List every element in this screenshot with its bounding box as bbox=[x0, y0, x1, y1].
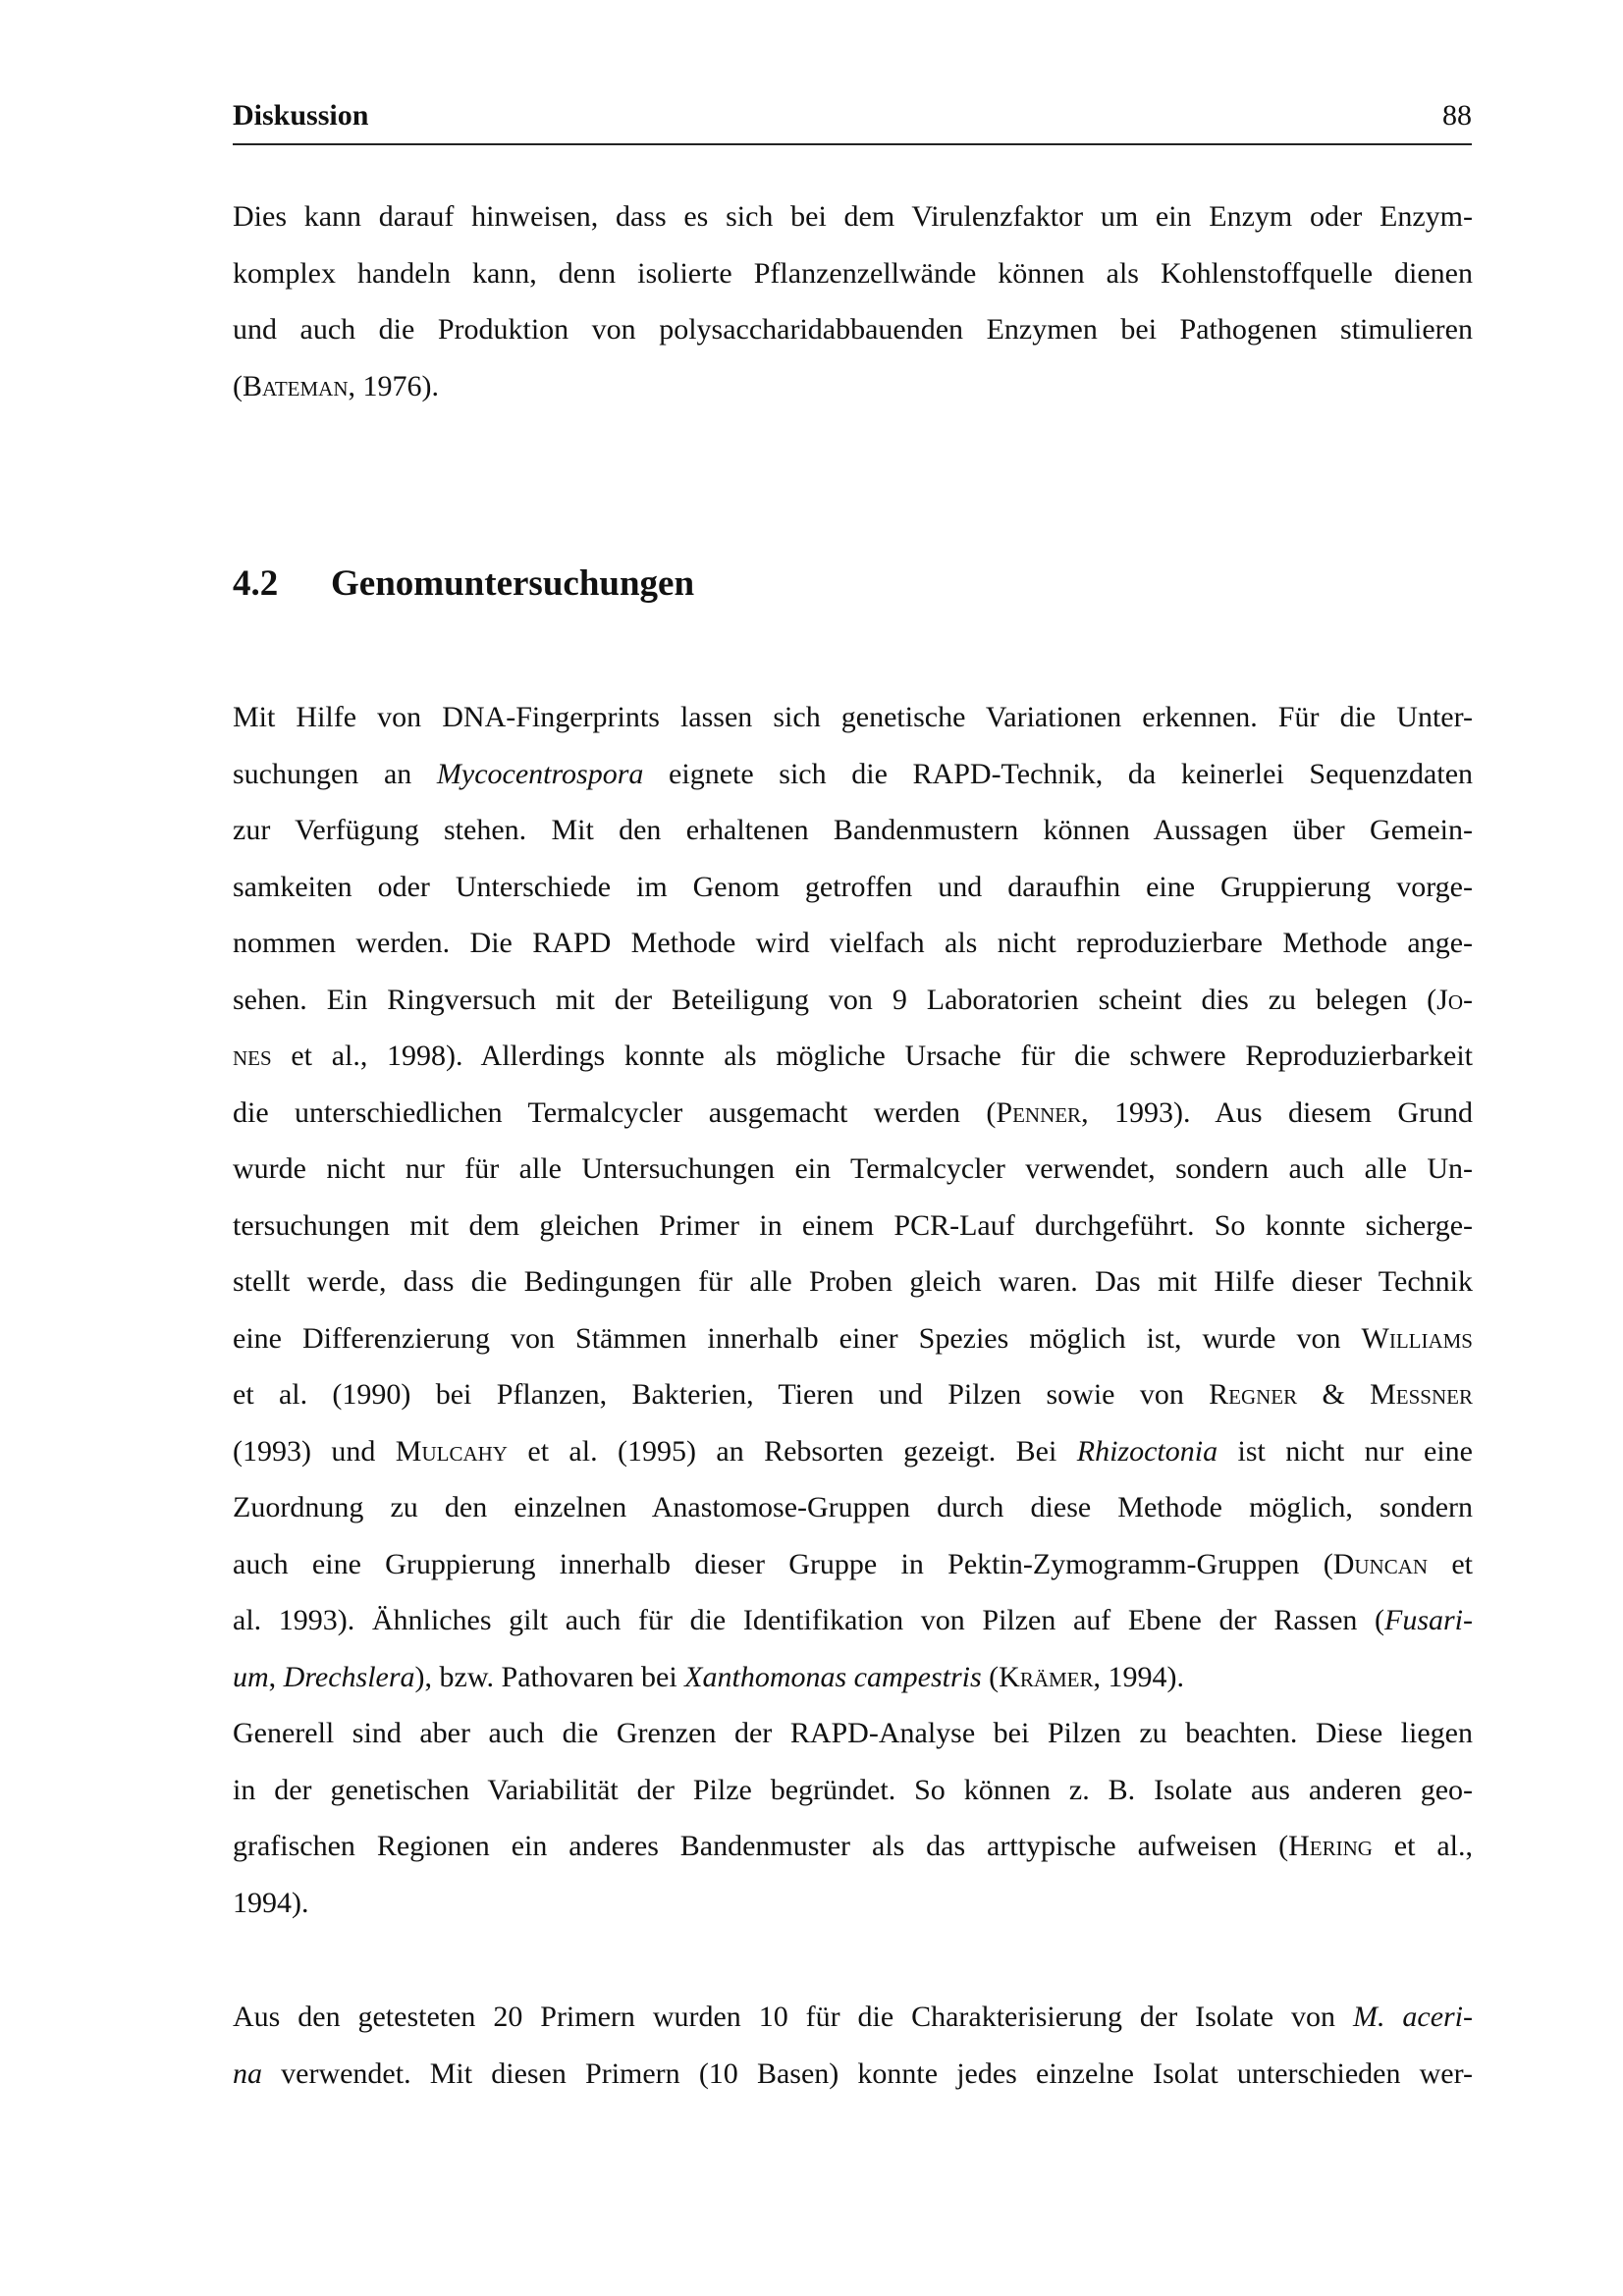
citation-author: Bateman bbox=[243, 369, 349, 402]
section-title: Genomuntersuchungen bbox=[331, 563, 695, 604]
text-line: um, Drechslera), bzw. Pathovaren bei Xanthomonas campestris (Krämer, 1994). bbox=[233, 1660, 1185, 1693]
text-line: eine Differenzierung von Stämmen innerhalb einer Spezies möglich ist, wurde von Williams bbox=[233, 1321, 1473, 1355]
species-name: Xanthomonas campestris bbox=[684, 1660, 982, 1693]
species-name: Mycocentrospora bbox=[436, 757, 644, 790]
text-line: nommen werden. Die RAPD Methode wird vielfach als nicht reproduzierbare Methode ange- bbox=[233, 927, 1473, 959]
species-name: Fusari- bbox=[1384, 1604, 1473, 1636]
text-line: in der genetischen Variabilität der Pilze begründet. So können z. B. Isolate aus anderen geo- bbox=[233, 1773, 1473, 1806]
text-line: suchungen an Mycocentrospora eignete sich die RAPD-Technik, da keinerlei Sequenzdaten bbox=[233, 757, 1474, 790]
species-name: Drechslera bbox=[283, 1660, 415, 1693]
running-header bbox=[233, 96, 1472, 145]
text-line: al. 1993). Ähnliches gilt auch für die Identifikation von Pilzen auf Ebene der Rassen (Fusari- bbox=[233, 1604, 1473, 1636]
paragraph-limits bbox=[233, 1705, 1473, 1931]
text-line: die unterschiedlichen Termalcycler ausgemacht werden (Penner, 1993). Aus diesem Grund bbox=[233, 1095, 1473, 1129]
text-line: 1994). bbox=[233, 1886, 309, 1919]
citation-author: Regner bbox=[1209, 1378, 1298, 1411]
text-line: et al. (1990) bei Pflanzen, Bakterien, Tieren und Pilzen sowie von Regner & Messner bbox=[233, 1378, 1473, 1411]
citation-author: Duncan bbox=[1332, 1547, 1429, 1580]
paragraph-genom bbox=[233, 689, 1473, 1705]
citation-author: Jo- bbox=[1436, 983, 1473, 1016]
species-name: M. aceri- bbox=[1352, 2001, 1474, 2033]
text-line: Mit Hilfe von DNA-Fingerprints lassen sich genetische Variationen erkennen. Für die Unter- bbox=[233, 701, 1473, 733]
citation-author: Hering bbox=[1288, 1830, 1373, 1862]
text-line: zur Verfügung stehen. Mit den erhaltenen Bandenmustern können Aussagen über Gemein- bbox=[233, 814, 1473, 846]
species-name: na bbox=[233, 2056, 262, 2090]
header-section-title: Diskussion bbox=[233, 99, 369, 132]
species-name: Rhizoctonia bbox=[1076, 1434, 1218, 1468]
citation-author: Penner bbox=[996, 1095, 1082, 1129]
paragraph-primers bbox=[233, 1989, 1473, 2102]
text-line: auch eine Gruppierung innerhalb dieser Gruppe in Pektin-Zymogramm-Gruppen (Duncan et bbox=[233, 1547, 1473, 1580]
text-line: Generell sind aber auch die Grenzen der RAPD-Analyse bei Pilzen zu beachten. Diese liegen bbox=[233, 1717, 1473, 1749]
text-line: stellt werde, dass die Bedingungen für alle Proben gleich waren. Das mit Hilfe dieser Technik bbox=[233, 1265, 1473, 1298]
text-line: Dies kann darauf hinweisen, dass es sich bei dem Virulenzfaktor um ein Enzym oder Enzym- bbox=[233, 200, 1473, 233]
text-line: Zuordnung zu den einzelnen Anastomose-Gruppen durch diese Methode möglich, sondern bbox=[233, 1491, 1473, 1523]
citation-author: Krämer bbox=[999, 1660, 1094, 1693]
text-line: (Bateman, 1976). bbox=[233, 369, 440, 402]
text-line: nes et al., 1998). Allerdings konnte als mögliche Ursache für die schwere Reproduzierbarkeit bbox=[233, 1040, 1473, 1072]
citation-author: Mulcahy bbox=[395, 1434, 508, 1468]
text-line: sehen. Ein Ringversuch mit der Beteiligung von 9 Laboratorien scheint dies zu belegen (Jo- bbox=[233, 983, 1473, 1016]
citation-author: nes bbox=[233, 1040, 272, 1072]
text-line: samkeiten oder Unterschiede im Genom getroffen und daraufhin eine Gruppierung vorge- bbox=[233, 870, 1473, 903]
text-line: und auch die Produktion von polysaccharidabbauenden Enzymen bei Pathogenen stimulieren bbox=[233, 313, 1473, 346]
citation-author: Messner bbox=[1370, 1378, 1473, 1411]
citation-author: Williams bbox=[1361, 1321, 1473, 1355]
header-page-number: 88 bbox=[1442, 99, 1472, 132]
text-line: grafischen Regionen ein anderes Bandenmuster als das arttypische aufweisen (Hering et al., bbox=[233, 1830, 1473, 1862]
section-heading bbox=[233, 560, 694, 609]
text-line: na verwendet. Mit diesen Primern (10 Basen) konnte jedes einzelne Isolat unterschieden wer- bbox=[233, 2056, 1473, 2090]
text-line: komplex handeln kann, denn isolierte Pflanzenzellwände können als Kohlenstoffquelle dienen bbox=[233, 256, 1473, 290]
text-line: (1993) und Mulcahy et al. (1995) an Rebsorten gezeigt. Bei Rhizoctonia ist nicht nur eine bbox=[233, 1434, 1473, 1468]
text-line: Aus den getesteten 20 Primern wurden 10 für die Charakterisierung der Isolate von M. aceri- bbox=[233, 2001, 1474, 2033]
text-line: tersuchungen mit dem gleichen Primer in einem PCR-Lauf durchgeführt. So konnte sicherge- bbox=[233, 1208, 1473, 1242]
species-name: um bbox=[233, 1660, 269, 1693]
text-line: wurde nicht nur für alle Untersuchungen ein Termalcycler verwendet, sondern auch alle Un- bbox=[233, 1152, 1473, 1185]
section-number: 4.2 bbox=[233, 563, 279, 604]
paragraph-intro bbox=[233, 188, 1473, 414]
